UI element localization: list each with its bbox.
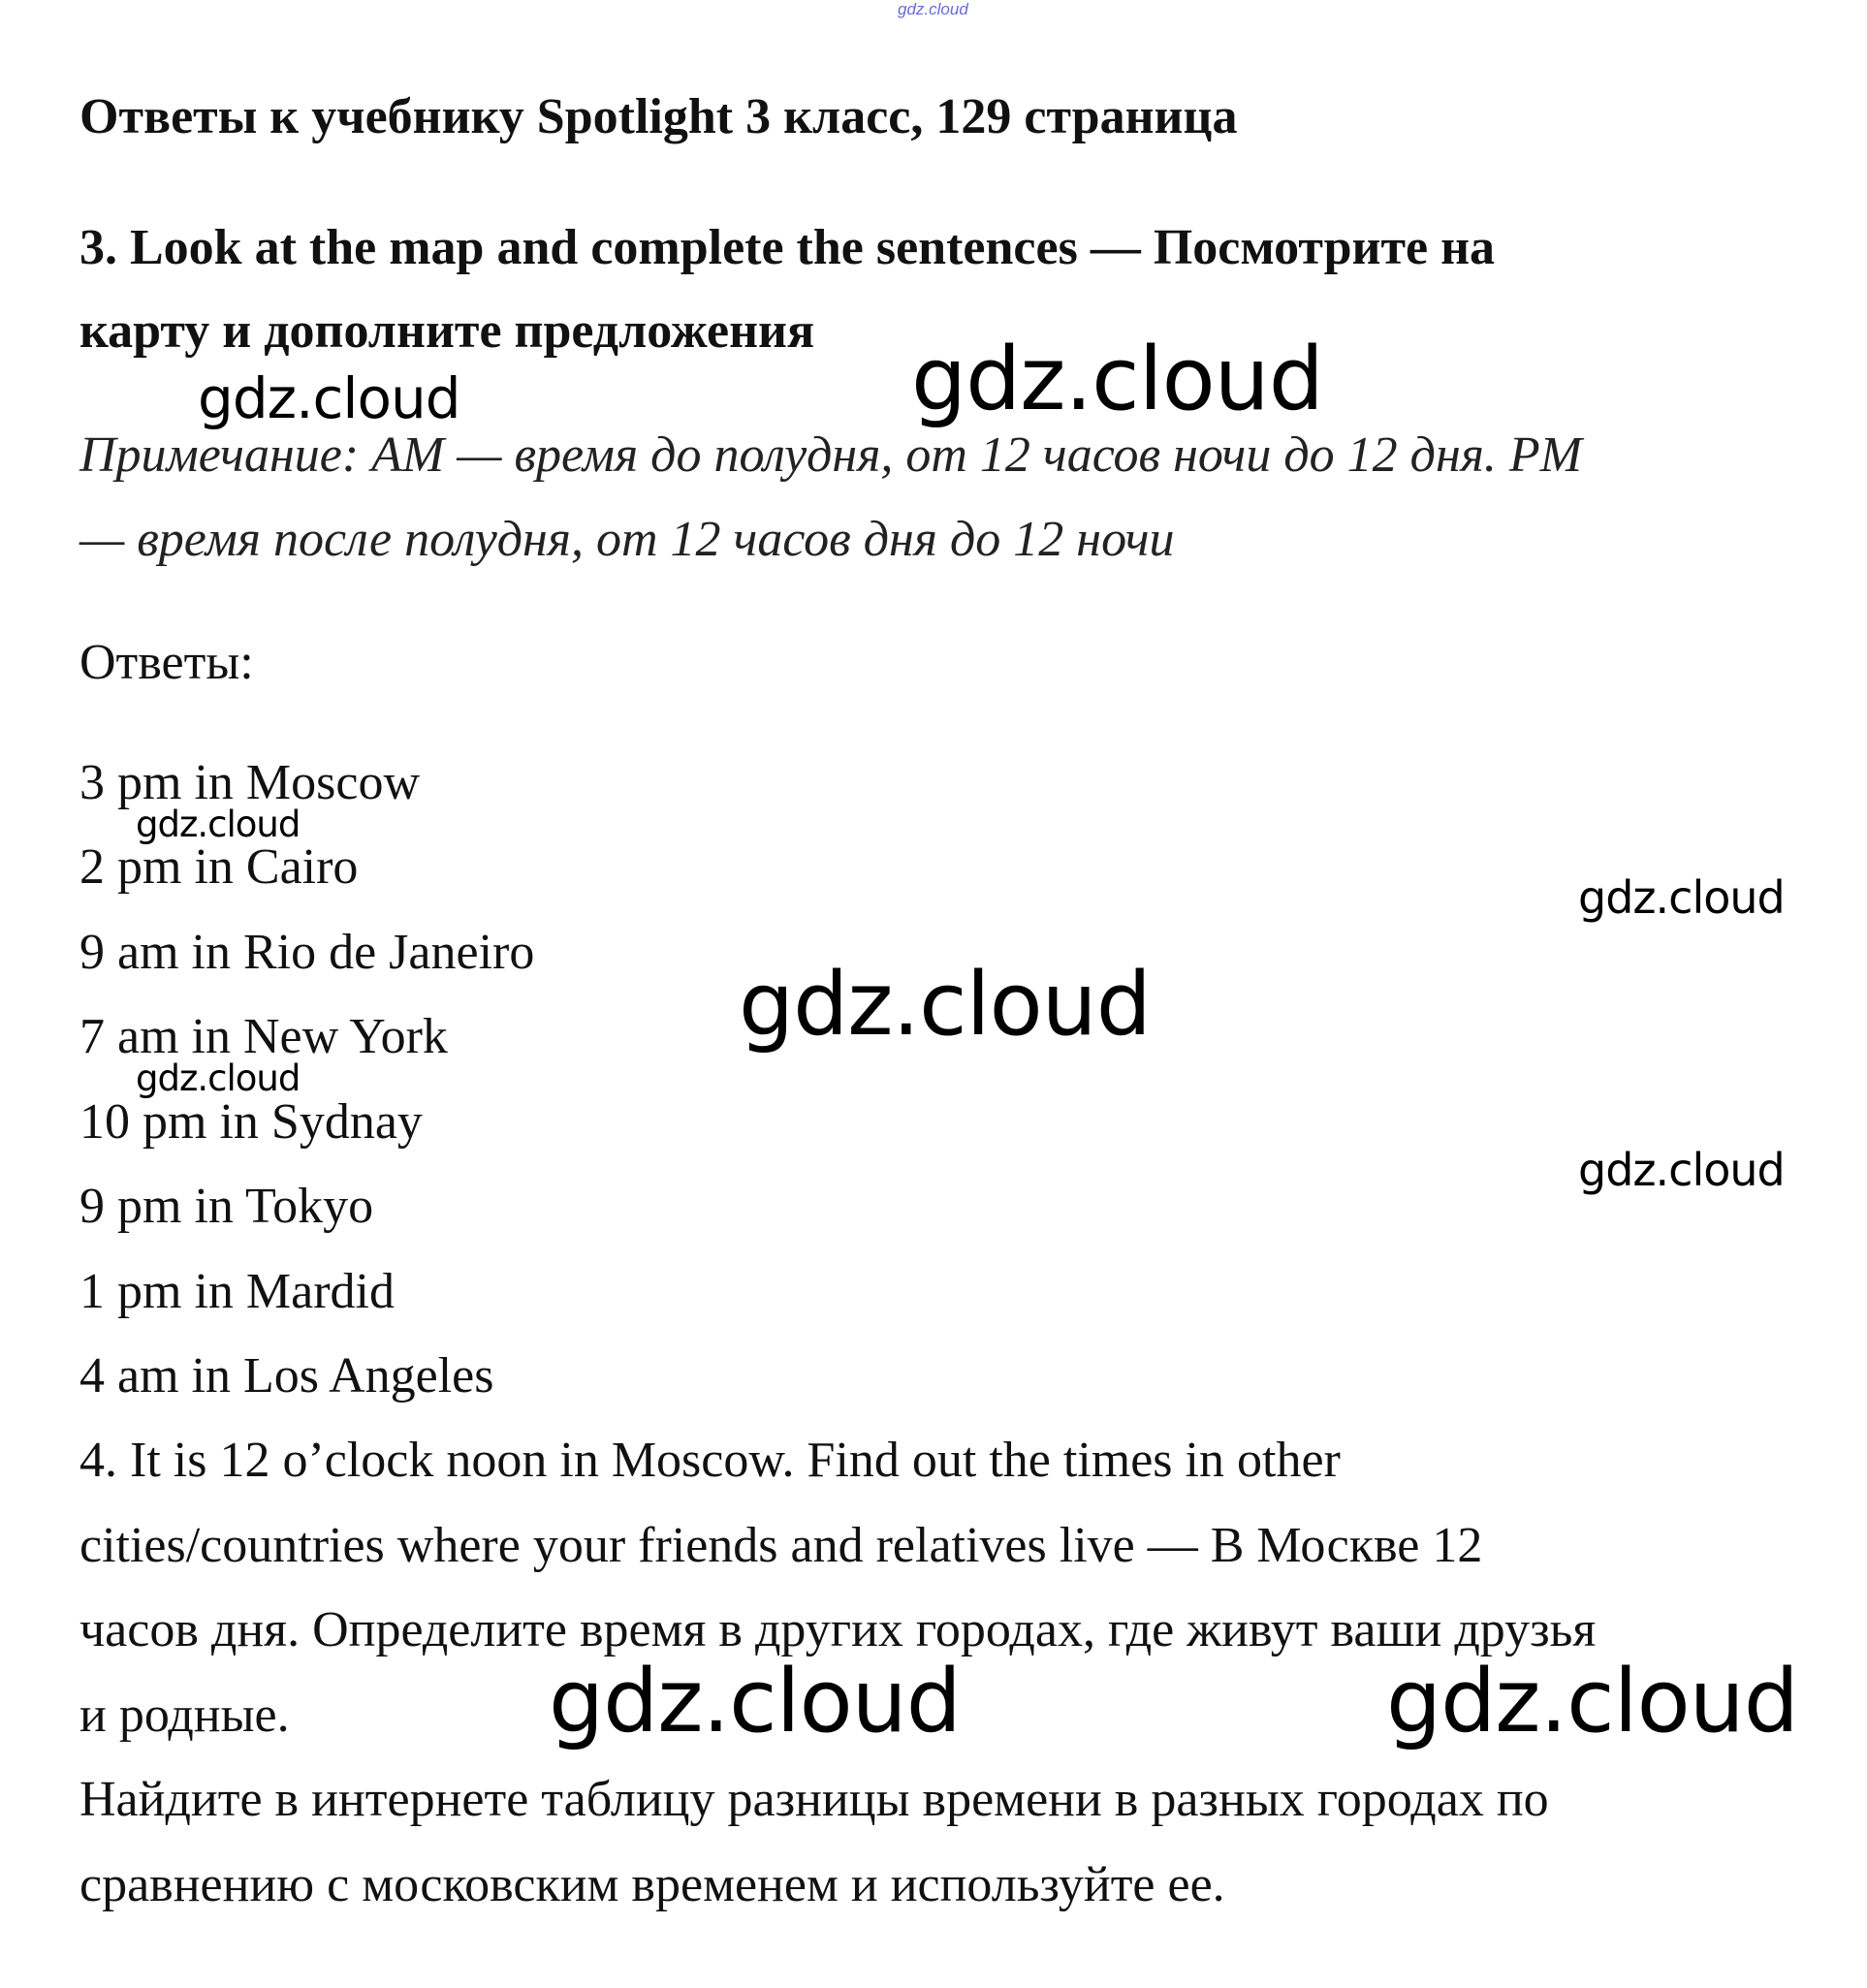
answers-label: Ответы: <box>79 635 254 690</box>
answer-item: 9 am in Rio de Janeiro <box>79 925 535 980</box>
watermark: gdz.cloud <box>1578 1144 1785 1196</box>
answer-item: 7 am in New York <box>79 1009 448 1064</box>
task-4-line-1: 4. It is 12 o’clock noon in Moscow. Find out the times in other <box>79 1433 1341 1488</box>
hint-line-1: Найдите в интернете таблицу разницы времени в разных городах по <box>79 1772 1549 1827</box>
task-4-line-2: cities/countries where your friends and relatives live — В Москве 12 <box>79 1518 1483 1573</box>
task-4-line-4: и родные. <box>79 1688 290 1743</box>
hint-line-2: сравнению с московским временем и используйте ее. <box>79 1857 1225 1912</box>
page-title: Ответы к учебнику Spotlight 3 класс, 129 страница <box>79 89 1238 144</box>
watermark: gdz.cloud <box>911 329 1323 430</box>
watermark: gdz.cloud <box>1386 1651 1798 1752</box>
task-3-heading-line-1: 3. Look at the map and complete the sentences — Посмотрите на <box>79 220 1496 275</box>
watermark: gdz.cloud <box>136 804 301 845</box>
answer-item: 2 pm in Cairo <box>79 839 359 895</box>
note-line-1: Примечание: AM — время до полудня, от 12 часов ночи до 12 дня. PM <box>79 427 1582 483</box>
answer-item: 3 pm in Moscow <box>79 755 420 810</box>
answer-item: 1 pm in Mardid <box>79 1264 395 1319</box>
watermark: gdz.cloud <box>739 954 1151 1056</box>
watermark: gdz.cloud <box>136 1057 301 1099</box>
task-3-heading-line-2: карту и дополните предложения <box>79 303 815 359</box>
note-line-2: — время после полудня, от 12 часов дня до 12 ночи <box>79 512 1175 567</box>
task-4-line-3: часов дня. Определите время в других городах, где живут ваши друзья <box>79 1602 1597 1657</box>
header-watermark: gdz.cloud <box>898 0 968 18</box>
watermark: gdz.cloud <box>1578 871 1785 924</box>
watermark: gdz.cloud <box>198 365 460 431</box>
answer-item: 9 pm in Tokyo <box>79 1179 374 1234</box>
answer-item: 4 am in Los Angeles <box>79 1348 494 1404</box>
answer-item: 10 pm in Sydnay <box>79 1094 423 1150</box>
watermark: gdz.cloud <box>549 1651 961 1752</box>
